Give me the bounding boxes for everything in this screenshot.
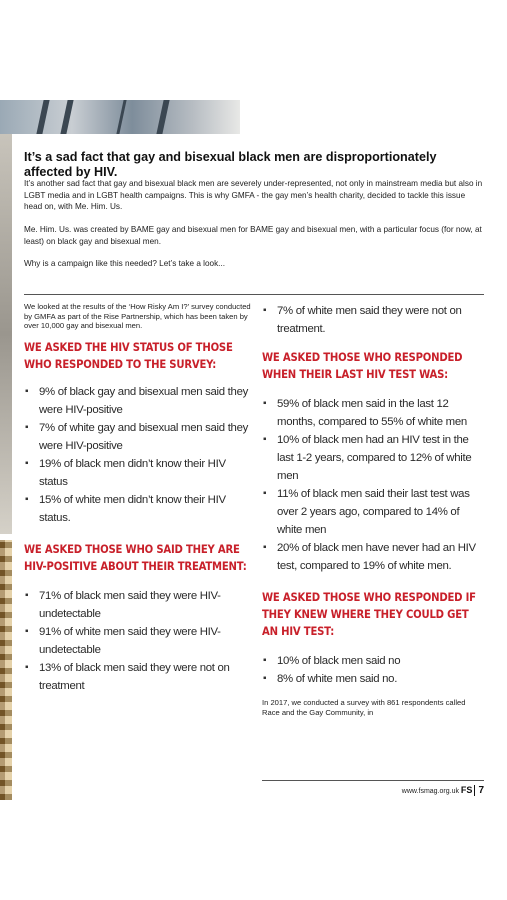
list-item: ▪ 19% of black men didn’t know their HIV status bbox=[24, 455, 256, 491]
section-heading-where-to-test: WE ASKED THOSE WHO RESPONDED IF THEY KNEW WHERE THEY COULD GET AN HIV TEST: bbox=[262, 591, 476, 638]
list-item: ▪ 8% of white men said no. bbox=[262, 670, 484, 688]
list-where-to-test bbox=[262, 652, 484, 688]
intro-paragraph-1: It’s another sad fact that gay and bisexual black men are severely under-represented, not only in mainstream media but also in LGBT media and in LGBT health campaigns. This is why GMFA - the gay men’s health charity, decided to tackle this issue head on, with Me. Him. Us. bbox=[24, 179, 483, 211]
list-carry-over bbox=[262, 302, 484, 338]
list-item: ▪ 10% of black men had an HIV test in the last 1-2 years, compared to 12% of white men bbox=[262, 431, 484, 485]
list-item: ▪ 13% of black men said they were not on treatment bbox=[24, 659, 256, 695]
intro-paragraph-3: Why is a campaign like this needed? Let’s take a look... bbox=[24, 259, 226, 268]
section-divider bbox=[24, 294, 484, 295]
page-footer bbox=[374, 785, 484, 796]
footer-divider bbox=[262, 780, 484, 781]
intro-paragraph-2: Me. Him. Us. was created by BAME gay and bisexual men for BAME gay and bisexual men, with a particular focus (for now, at least) on black gay and bisexual men. bbox=[24, 225, 482, 246]
section-heading-treatment: WE ASKED THOSE WHO SAID THEY ARE HIV-POSITIVE ABOUT THEIR TREATMENT: bbox=[24, 542, 247, 573]
list-item: ▪ 91% of white men said they were HIV-undetectable bbox=[24, 623, 256, 659]
left-column bbox=[24, 302, 256, 695]
section-heading-last-test: WE ASKED THOSE WHO RESPONDED WHEN THEIR LAST HIV TEST WAS: bbox=[262, 351, 463, 381]
list-hiv-status bbox=[24, 383, 256, 527]
list-item: ▪ 7% of white men said they were not on treatment. bbox=[262, 302, 484, 338]
header-photo bbox=[0, 100, 240, 134]
list-item: ▪ 15% of white men didn’t know their HIV status. bbox=[24, 491, 256, 527]
section-heading-hiv-status: WE ASKED THE HIV STATUS OF THOSE WHO RESPONDED TO THE SURVEY: bbox=[24, 340, 233, 371]
list-item: ▪ 71% of black men said they were HIV-undetectable bbox=[24, 587, 256, 623]
closing-text: In 2017, we conducted a survey with 861 respondents called Race and the Gay Community, in bbox=[262, 698, 466, 717]
list-item: ▪ 11% of black men said their last test was over 2 years ago, compared to 14% of white men bbox=[262, 485, 484, 539]
list-item: ▪ 9% of black gay and bisexual men said they were HIV-positive bbox=[24, 383, 256, 419]
footer-url[interactable]: www.fsmag.org.uk bbox=[401, 788, 459, 795]
list-item: ▪ 7% of white gay and bisexual men said they were HIV-positive bbox=[24, 419, 256, 455]
article-card bbox=[12, 134, 494, 800]
list-last-test bbox=[262, 395, 484, 575]
article-headline: It’s a sad fact that gay and bisexual black men are disproportionately affected by HIV. bbox=[24, 150, 437, 179]
list-item: ▪ 10% of black men said no bbox=[262, 652, 484, 670]
list-treatment bbox=[24, 587, 256, 695]
page-number: 7 bbox=[474, 785, 484, 796]
brand-logo: FS bbox=[460, 785, 473, 795]
list-item: ▪ 20% of black men have never had an HIV test, compared to 19% of white men. bbox=[262, 539, 484, 575]
list-item: ▪ 59% of black men said in the last 12 months, compared to 55% of white men bbox=[262, 395, 484, 431]
survey-intro: We looked at the results of the ‘How Risky Am I?’ survey conducted by GMFA as part of the Rise Partnership, which has been taken by over 10,000 gay and bisexual men. bbox=[24, 302, 251, 331]
right-column bbox=[262, 302, 484, 717]
